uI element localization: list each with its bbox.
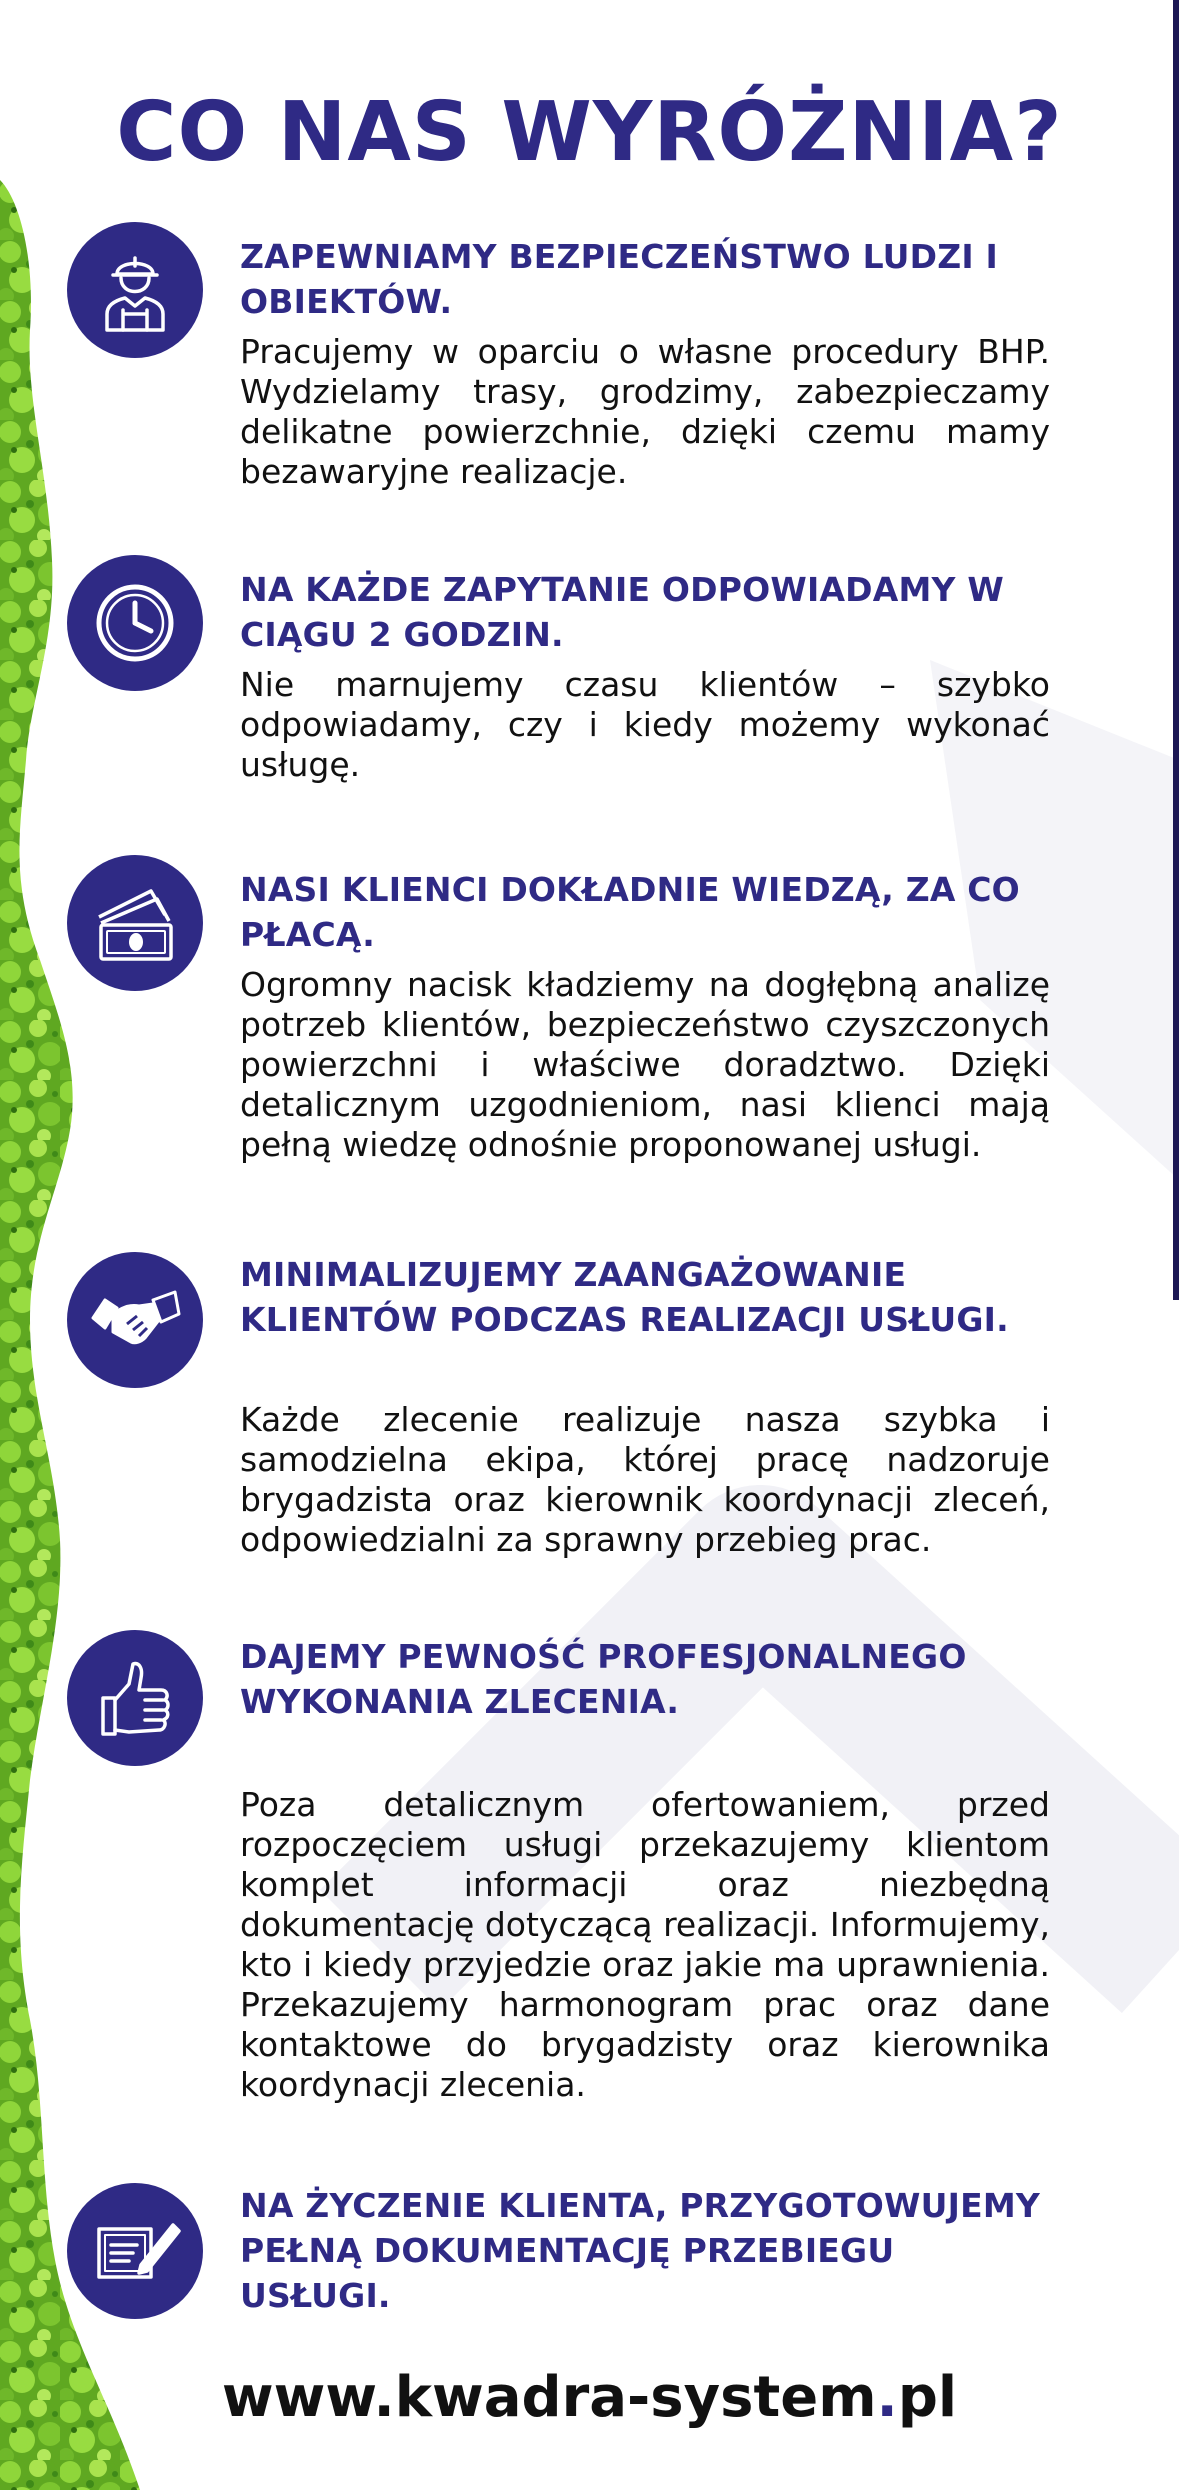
feature-heading: NASI KLIENCI DOKŁADNIE WIEDZĄ, ZA CO PŁACĄ. xyxy=(240,870,1020,954)
feature-description: Ogromny nacisk kładziemy na dogłębną analizę potrzeb klientów, bezpieczeństwo czyszczonych powierzchni i właściwe doradztwo. Dzięki detalicznym uzgodnieniom, nasi klienci mają pełną wiedzę odnośnie proponowanej usługi. xyxy=(240,965,1050,1164)
document-pen-icon xyxy=(67,2183,203,2319)
feature-heading: NA KAŻDE ZAPYTANIE ODPOWIADAMY W CIĄGU 2 GODZIN. xyxy=(240,570,1004,654)
feature-heading: DAJEMY PEWNOŚĆ PROFESJONALNEGO WYKONANIA ZLECENIA. xyxy=(240,1637,967,1721)
website-tld: pl xyxy=(897,2365,958,2430)
worker-icon xyxy=(67,222,203,358)
feature-description: Każde zlecenie realizuje nasza szybka i samodzielna ekipa, której pracę nadzoruje brygadzista oraz kierownik koordynacji zleceń, odpowiedzialni za sprawny przebieg prac. xyxy=(240,1400,1050,1559)
page-title: CO NAS WYRÓŻNIA? xyxy=(116,85,1063,180)
feature-heading: MINIMALIZUJEMY ZAANGAŻOWANIE KLIENTÓW PODCZAS REALIZACJI USŁUGI. xyxy=(240,1255,1009,1339)
right-edge-stripe xyxy=(1173,0,1179,1300)
feature-description: Pracujemy w oparciu o własne procedury BHP. Wydzielamy trasy, grodzimy, zabezpieczamy delikatne powierzchnie, dzięki czemu mamy bezawaryjne realizacje. xyxy=(240,332,1050,491)
thumbs-up-icon xyxy=(67,1630,203,1766)
website-dot: . xyxy=(876,2365,898,2430)
handshake-icon xyxy=(67,1252,203,1388)
feature-description: Poza detalicznym ofertowaniem, przed rozpoczęciem usługi przekazujemy klientom komplet informacji oraz niezbędną dokumentację dotyczącą realizacji. Informujemy, kto i kiedy przyjedzie oraz jakie ma uprawnienia. Przekazujemy harmonogram prac oraz dane kontaktowe do brygadzisty oraz kierownika koordynacji zlecenia. xyxy=(240,1785,1050,2104)
feature-heading: NA ŻYCZENIE KLIENTA, PRZYGOTOWUJEMY PEŁNĄ DOKUMENTACJĘ PRZEBIEGU USŁUGI. xyxy=(240,2186,1040,2315)
feature-description: Nie marnujemy czasu klientów – szybko odpowiadamy, czy i kiedy możemy wykonać usługę. xyxy=(240,665,1050,784)
feature-heading: ZAPEWNIAMY BEZPIECZEŃSTWO LUDZI I OBIEKTÓW. xyxy=(240,237,999,321)
money-icon xyxy=(67,855,203,991)
website-domain: www.kwadra-system xyxy=(221,2365,877,2430)
website-url xyxy=(0,2358,1179,2438)
clock-icon xyxy=(67,555,203,691)
